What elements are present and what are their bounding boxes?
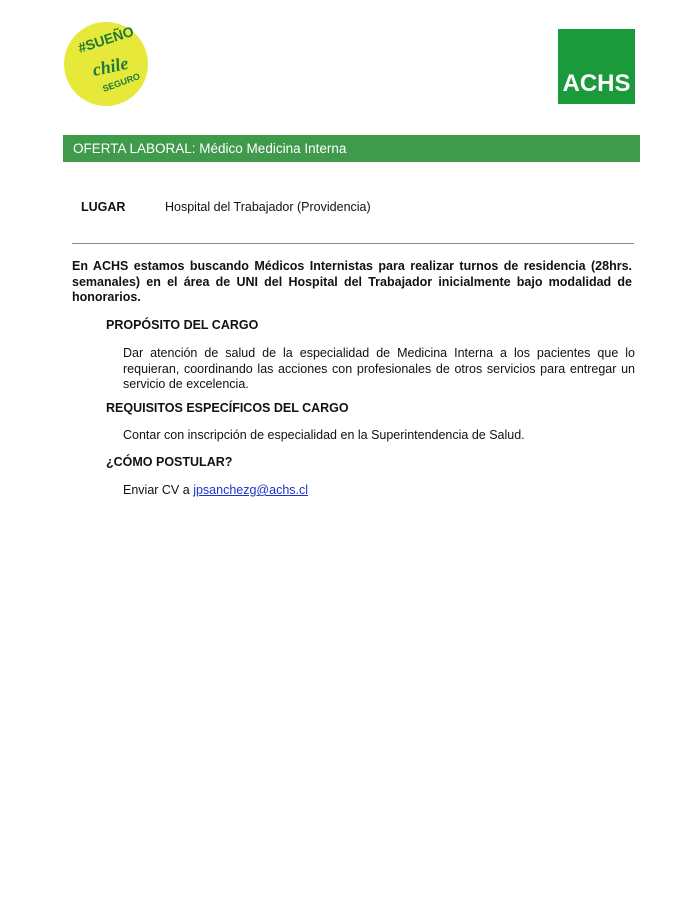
purpose-heading: PROPÓSITO DEL CARGO <box>106 318 259 332</box>
sueno-chile-seguro-logo <box>60 18 152 110</box>
achs-logo <box>558 29 635 104</box>
email-link[interactable]: jpsanchezg@achs.cl <box>193 483 309 497</box>
requirements-text: Contar con inscripción de especialidad en la Superintendencia de Salud. <box>123 428 525 442</box>
job-offer-banner: OFERTA LABORAL: Médico Medicina Interna <box>63 135 640 162</box>
logo-text-3: SEGURO <box>101 71 142 94</box>
purpose-text: Dar atención de salud de la especialidad de Medicina Interna a los pacientes que lo requieran, coordinando las acciones con profesionales de otros servicios para entregar un servicio de excelencia. <box>123 346 635 391</box>
apply-text: Enviar CV a <box>123 483 190 497</box>
divider <box>72 243 634 244</box>
location-label: LUGAR <box>81 200 126 214</box>
apply-paragraph <box>123 483 635 499</box>
apply-heading: ¿CÓMO POSTULAR? <box>106 455 233 469</box>
location-value: Hospital del Trabajador (Providencia) <box>165 200 371 214</box>
achs-logo-text: ACHS <box>562 70 631 97</box>
logo-text-1: #SUEÑO <box>75 22 136 56</box>
logo-text-2: chile <box>90 52 131 80</box>
intro-paragraph: En ACHS estamos buscando Médicos Internistas para realizar turnos de residencia (28hrs. semanales) en el área de UNI del Hospital del Trabajador inicialmente bajo modalidad de honorarios. <box>72 259 632 304</box>
requirements-heading: REQUISITOS ESPECÍFICOS DEL CARGO <box>106 401 349 415</box>
